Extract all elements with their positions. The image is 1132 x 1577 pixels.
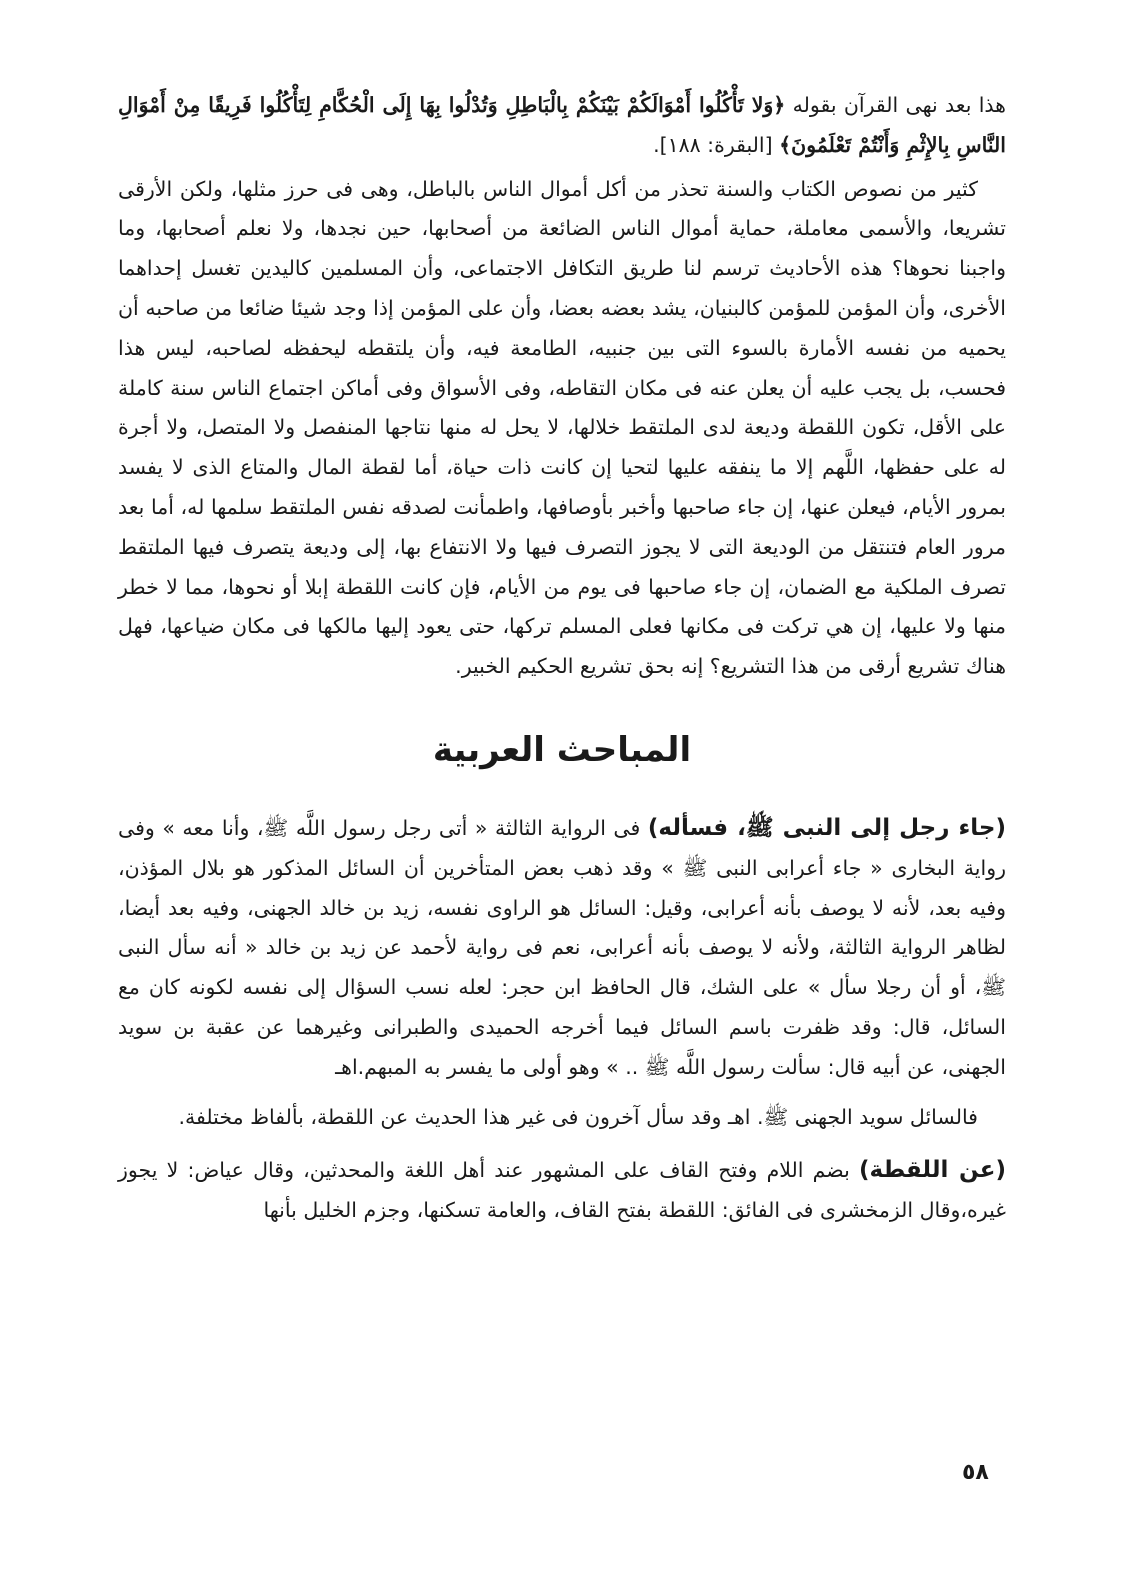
linguistic-paragraph-3 bbox=[118, 1151, 1006, 1231]
intro-text: هذا بعد نهى القرآن بقوله bbox=[792, 93, 1006, 117]
linguistic-paragraph-1 bbox=[118, 809, 1006, 1088]
quran-paragraph bbox=[118, 86, 1006, 166]
verse-citation: [البقرة: ١٨٨]. bbox=[653, 132, 773, 157]
linguistic-paragraph-2: فالسائل سويد الجهنى ﷺ. اهـ وقد سأل آخرون فى غير هذا الحديث عن اللقطة، بألفاظ مختلفة. bbox=[178, 1104, 978, 1129]
lead-phrase: (جاء رجل إلى النبى ﷺ، فسأله) bbox=[647, 814, 1006, 841]
paragraph-body: بضم اللام وفتح القاف على المشهور عند أهل اللغة والمحدثين، وقال عياض: لا يجوز غيره،وقال الزمخشرى فى الفائق: اللقطة بفتح القاف، والعامة تسكنها، وجزم الخليل بأنها bbox=[118, 1158, 1006, 1223]
page-body bbox=[118, 86, 1006, 1231]
section-title: المباحث العربية bbox=[432, 729, 692, 770]
quran-verse: ﴿وَلا تَأْكُلُوا أَمْوَالَكُمْ بَيْنَكُمْ بِالْبَاطِلِ وَتُدْلُوا بِهَا إِلَى الْحُكَّامِ لِتَأْكُلُوا فَرِيقًا مِنْ أَمْوَالِ النَّاسِ بِالإِثْمِ وَأَنْتُمْ تَعْلَمُونَ﴾ bbox=[118, 93, 1006, 157]
page-number: ٥٨ bbox=[962, 1460, 989, 1485]
lead-phrase: (عن اللقطة) bbox=[859, 1157, 1006, 1184]
paragraph-body: فى الرواية الثالثة « أتى رجل رسول اللَّه ﷺ، وأنا معه » وفى رواية البخارى « جاء أعرابى النبى ﷺ » وقد ذهب بعض المتأخرين أن السائل المذكور هو بلال المؤذن، وفيه بعد، لأنه لا يوصف بأنه أعرابى، وقيل: السائل هو الراوى نفسه، زيد بن خالد الجهنى، وفيه بعد أيضا، لظاهر الرواية الثالثة، ولأنه لا يوصف بأنه أعرابى، نعم فى رواية لأحمد عن زيد بن خالد « أنه سأل النبى ﷺ، أو أن رجلا سأل » على الشك، قال الحافظ ابن حجر: لعله نسب السؤال إلى نفسه لكونه كان مع السائل، قال: وقد ظفرت باسم السائل فيما أخرجه الحميدى والطبرانى وغيرهما عن عقبة بن سويد الجهنى، عن أبيه قال: سألت رسول اللَّه ﷺ .. » وهو أولى ما يفسر به المبهم.اهـ bbox=[118, 815, 1006, 1079]
commentary-paragraph: كثير من نصوص الكتاب والسنة تحذر من أكل أموال الناس بالباطل، وهى فى حرز مثلها، ولكن الأرقى تشريعا، والأسمى معاملة، حماية أموال الناس الضائعة من أصحابها، حين نجدها، ولا نعلم أصحابها، وما واجبنا نحوها؟ هذه الأحاديث ترسم لنا طريق التكافل الاجتماعى، وأن المسلمين كاليدين تغسل إحداهما الأخرى، وأن المؤمن للمؤمن كالبنيان، يشد بعضه بعضا، وأن على المؤمن إذا وجد شيئا ضائعا من صاحبه أن يحميه من نفسه الأمارة بالسوء التى بين جنبيه، الطامعة فيه، وأن يلتقطه ليحفظه لصاحبه، ليس هذا فحسب، بل يجب عليه أن يعلن عنه فى مكان التقاطه، وفى الأسواق وفى أماكن اجتماع الناس سنة كاملة على الأقل، تكون اللقطة وديعة لدى الملتقط خلالها، لا يحل له منها نتاجها المنفصل ولا المتصل، ولا أجرة له على حفظها، اللَّهم إلا ما ينفقه عليها لتحيا إن كانت ذات حياة، أما لقطة المال والمتاع الذى لا يفسد بمرور الأيام، فيعلن عنها، إن جاء صاحبها وأخبر بأوصافها، واطمأنت لصدقه نفس الملتقط سلمها له، أما بعد مرور العام فتنتقل من الوديعة التى لا يجوز التصرف فيها ولا الانتفاع بها، إلى وديعة يتصرف فيها الملتقط تصرف الملكية مع الضمان، إن جاء صاحبها فى يوم من الأيام، فإن كانت اللقطة إبلا أو نحوها، مما لا خطر منها ولا عليها، إن هي تركت فى مكانها فعلى المسلم تركها، حتى يعود إليها مالكها فى مكان ضياعها، فهل هناك تشريع أرقى من هذا التشريع؟ إنه بحق تشريع الحكيم الخبير. bbox=[118, 176, 1006, 679]
